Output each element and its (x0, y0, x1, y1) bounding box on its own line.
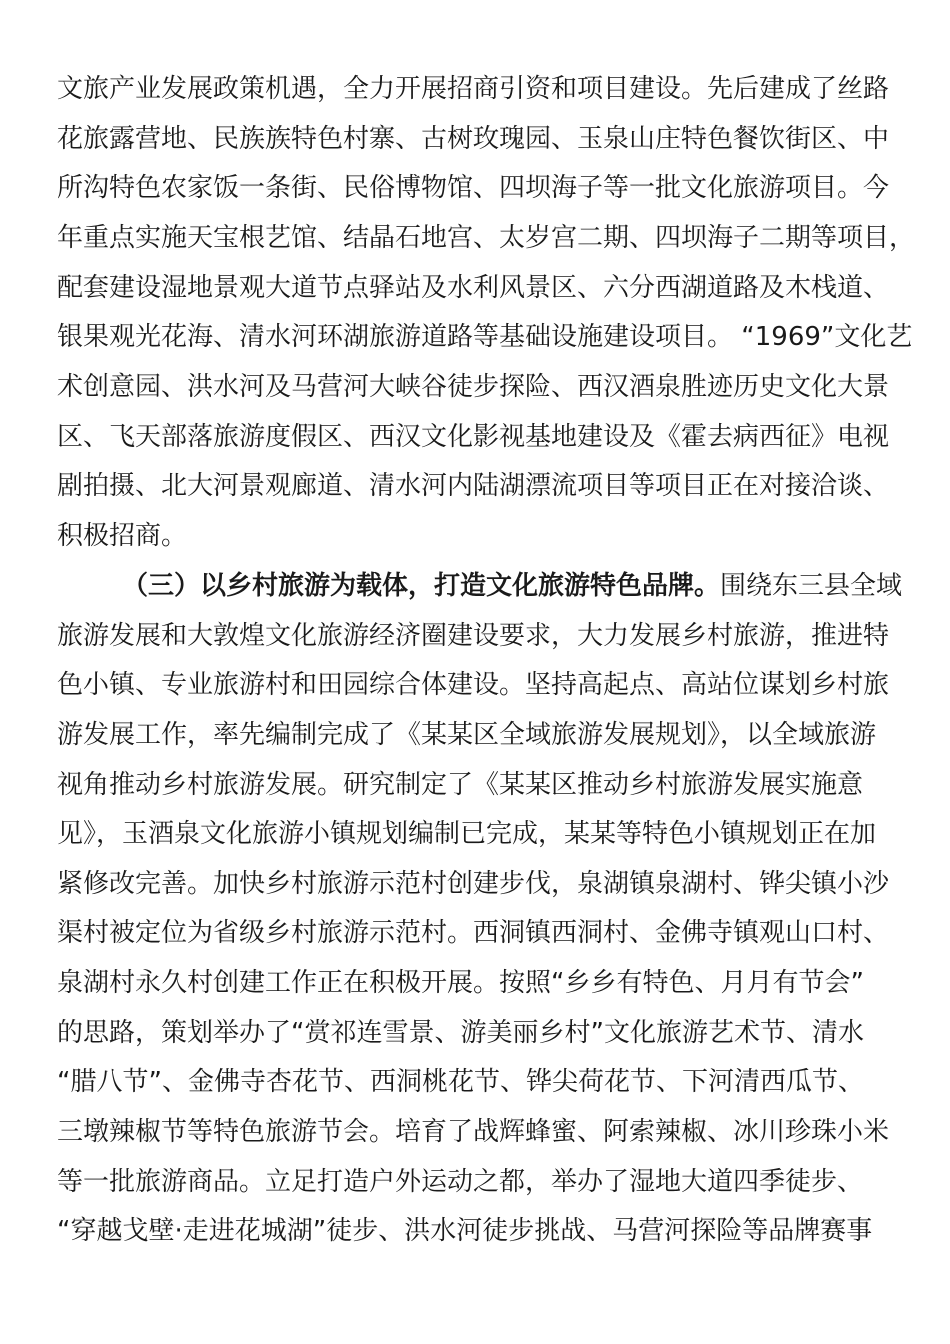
paragraph-line: 剧拍摄、北大河景观廊道、清水河内陆湖漂流项目等项目正在对接洽谈、 (57, 471, 890, 501)
paragraph-line: 文旅产业发展政策机遇，全力开展招商引资和项目建设。先后建成了丝路 (57, 74, 890, 104)
paragraph-line: 游发展工作，率先编制完成了《某某区全域旅游发展规划》，以全域旅游 (57, 720, 877, 750)
paragraph-line: 区、飞天部落旅游度假区、西汉文化影视基地建设及《霍去病西征》电视 (57, 422, 890, 452)
paragraph-line: 所沟特色农家饭一条街、民俗博物馆、四坝海子等一批文化旅游项目。今 (57, 173, 890, 203)
paragraph-line: 视角推动乡村旅游发展。研究制定了《某某区推动乡村旅游发展实施意 (57, 770, 864, 800)
paragraph-line: 配套建设湿地景观大道节点驿站及水利风景区、六分西湖道路及木栈道、 (57, 273, 890, 303)
paragraph-line: 紧修改完善。加快乡村旅游示范村创建步伐，泉湖镇泉湖村、铧尖镇小沙 (57, 869, 890, 899)
paragraph-line: 积极招商。 (57, 521, 188, 551)
section-heading: （三）以乡村旅游为载体，打造文化旅游特色品牌。 (122, 571, 721, 601)
paragraph-line: 色小镇、专业旅游村和田园综合体建设。坚持高起点、高站位谋划乡村旅 (57, 670, 890, 700)
paragraph-line: 渠村被定位为省级乡村旅游示范村。西洞镇西洞村、金佛寺镇观山口村、 (57, 918, 890, 948)
section-heading-continuation: 围绕东三县全域 (720, 571, 903, 601)
paragraph-line: 见》，玉酒泉文化旅游小镇规划编制已完成，某某等特色小镇规划正在加 (57, 819, 877, 849)
paragraph-line: 旅游发展和大敦煌文化旅游经济圈建设要求，大力发展乡村旅游，推进特 (57, 621, 890, 651)
paragraph-line: “穿越戈壁·走进花城湖”徒步、洪水河徒步挑战、马营河探险等品牌赛事 (57, 1216, 873, 1246)
paragraph-line: 花旅露营地、民族族特色村寨、古树玫瑰园、玉泉山庄特色餐饮街区、中 (57, 124, 890, 154)
paragraph-line: 等一批旅游商品。立足打造户外运动之都，举办了湿地大道四季徒步、 (57, 1167, 864, 1197)
paragraph-line: 年重点实施天宝根艺馆、结晶石地宫、太岁宫二期、四坝海子二期等项目， (57, 223, 916, 253)
paragraph-line: 三墩辣椒节等特色旅游节会。培育了战辉蜂蜜、阿索辣椒、冰川珍珠小米 (57, 1117, 890, 1147)
paragraph-line: 泉湖村永久村创建工作正在积极开展。按照“乡乡有特色、月月有节会” (57, 968, 864, 998)
paragraph-line: 银果观光花海、清水河环湖旅游道路等基础设施建设项目。 “1969”文化艺 (57, 322, 913, 352)
paragraph-line: “腊八节”、金佛寺杏花节、西洞桃花节、铧尖荷花节、下河清西瓜节、 (57, 1067, 864, 1097)
paragraph-line: 术创意园、洪水河及马营河大峡谷徒步探险、西汉酒泉胜迹历史文化大景 (57, 372, 890, 402)
paragraph-line: 的思路，策划举办了“赏祁连雪景、游美丽乡村”文化旅游艺术节、清水 (57, 1018, 864, 1048)
section-heading-line (122, 561, 950, 611)
